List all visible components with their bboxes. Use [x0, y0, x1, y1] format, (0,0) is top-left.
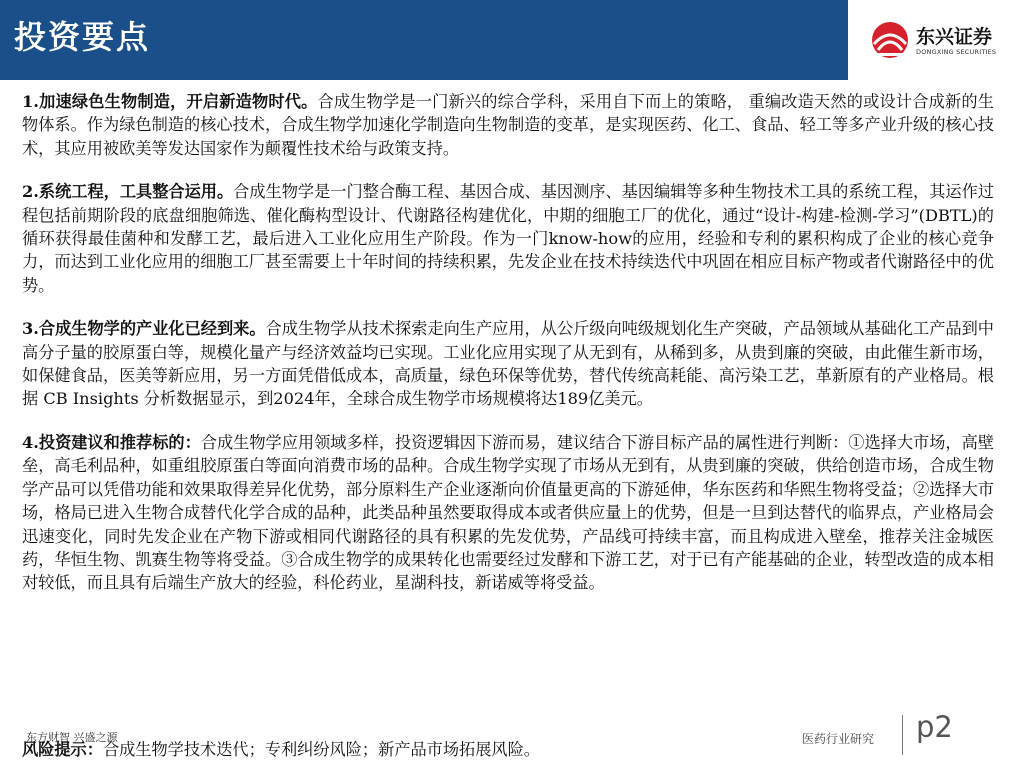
header-bar	[0, 0, 848, 80]
footer-slogan: 东方财智 兴盛之源	[26, 731, 118, 744]
footer-divider	[902, 715, 903, 755]
risk-body: 合成生物学技术迭代；专利纠纷风险；新产品市场拓展风险。	[102, 740, 540, 759]
paragraph-lead: 1.加速绿色生物制造，开启新造物时代。	[22, 92, 318, 111]
risk-lead: 风险提示：	[22, 740, 103, 759]
paragraph-body: 合成生物学是一门新兴的综合学科，采用自下而上的策略， 重编改造天然的或设计合成新的生物体系。作为绿色制造的核心技术，合成生物学加速化学制造向生物制造的变革，是实现医药、化工、食品、轻工等多产业升级的核心技术，其应用被欧美等发达国家作为颠覆性技术给与政策支持。	[22, 92, 994, 158]
page-title: 投资要点	[14, 18, 151, 56]
paragraph-lead: 2.系统工程，工具整合运用。	[22, 182, 234, 202]
paragraph-body: 合成生物学应用领域多样，投资逻辑因下游而易，建议结合下游目标产品的属性进行判断：①选择大市场，高壁垒，高毛利品种，如重组胶原蛋白等面向消费市场的品种。合成生物学实现了市场从无到有，从贵到廉的突破，供给创造市场，合成生物学产品可以凭借功能和效果取得差异化优势，部分原料生产企业逐渐向价值量更高的下游延伸，华东医药和华熙生物将受益；②选择大市场，格局已进入生物合成替代化学合成的品种，此类品种虽然要取得成本或者供应量上的优势，但是一旦到达替代的临界点，产业格局会迅速变化，同时先发企业在产物下游或相同代谢路径的具有积累的先发优势，产品线可持续丰富，而且构成进入壁垒，推荐关注金城医药，华恒生物、凯赛生物等将受益。③合成生物学的成果转化也需要经过发酵和下游工艺，对于已有产能基础的企业，转型改造的成本相对较低，而且具有后端生产放大的经验，科伦药业，星湖科技，新诺威等将受益。	[22, 432, 994, 593]
logo-name-cn: 东兴证券	[916, 26, 993, 48]
logo-name-en: DONGXING SECURITIES	[916, 48, 997, 56]
paragraph-lead: 4.投资建议和推荐标的：	[22, 432, 201, 452]
risk-notice	[22, 738, 540, 761]
paragraph-body: 合成生物学从技术探索走向生产应用，从公斤级向吨级规划化生产突破，产品领域从基础化工产品到中高分子量的胶原蛋白等，规模化量产与经济效益均已实现。工业化应用实现了从无到有，从稀到多，从贵到廉的突破，由此催生新市场，如保健食品，医美等新应用，另一方面凭借低成本，高质量，绿色环保等优势，替代传统高耗能、高污染工艺，革新原有的产业格局。根据 CB Insights 分析数据显示，到2024年，全球合成生物学市场规模将达189亿美元。	[22, 319, 994, 409]
investment-highlights	[22, 90, 994, 615]
paragraph-3	[22, 317, 994, 411]
paragraph-body: 合成生物学是一门整合酶工程、基因合成、基因测序、基因编辑等多种生物技术工具的系统工程，其运作过程包括前期阶段的底盘细胞筛选、催化酶构型设计、代谢路径构建优化，中期的细胞工厂的优化，通过“设计-构建-检测-学习”(DBTL)的循环获得最佳菌种和发酵工艺，最后进入工业化应用生产阶段。作为一门know-how的应用，经验和专利的累积构成了企业的核心竞争力，而达到工业化应用的细胞工厂甚至需要上十年时间的持续积累，先发企业在技术持续迭代中巩固在相应目标产物或者代谢路径中的优势。	[22, 182, 994, 295]
paragraph-4	[22, 431, 994, 595]
company-logo	[848, 0, 1024, 80]
footer-section-label: 医药行业研究	[802, 732, 875, 746]
paragraph-2	[22, 180, 994, 297]
paragraph-1	[22, 90, 994, 160]
paragraph-lead: 3.合成生物学的产业化已经到来。	[22, 319, 266, 339]
dongxing-logo-icon	[868, 20, 912, 60]
page-number: p2	[916, 710, 953, 744]
